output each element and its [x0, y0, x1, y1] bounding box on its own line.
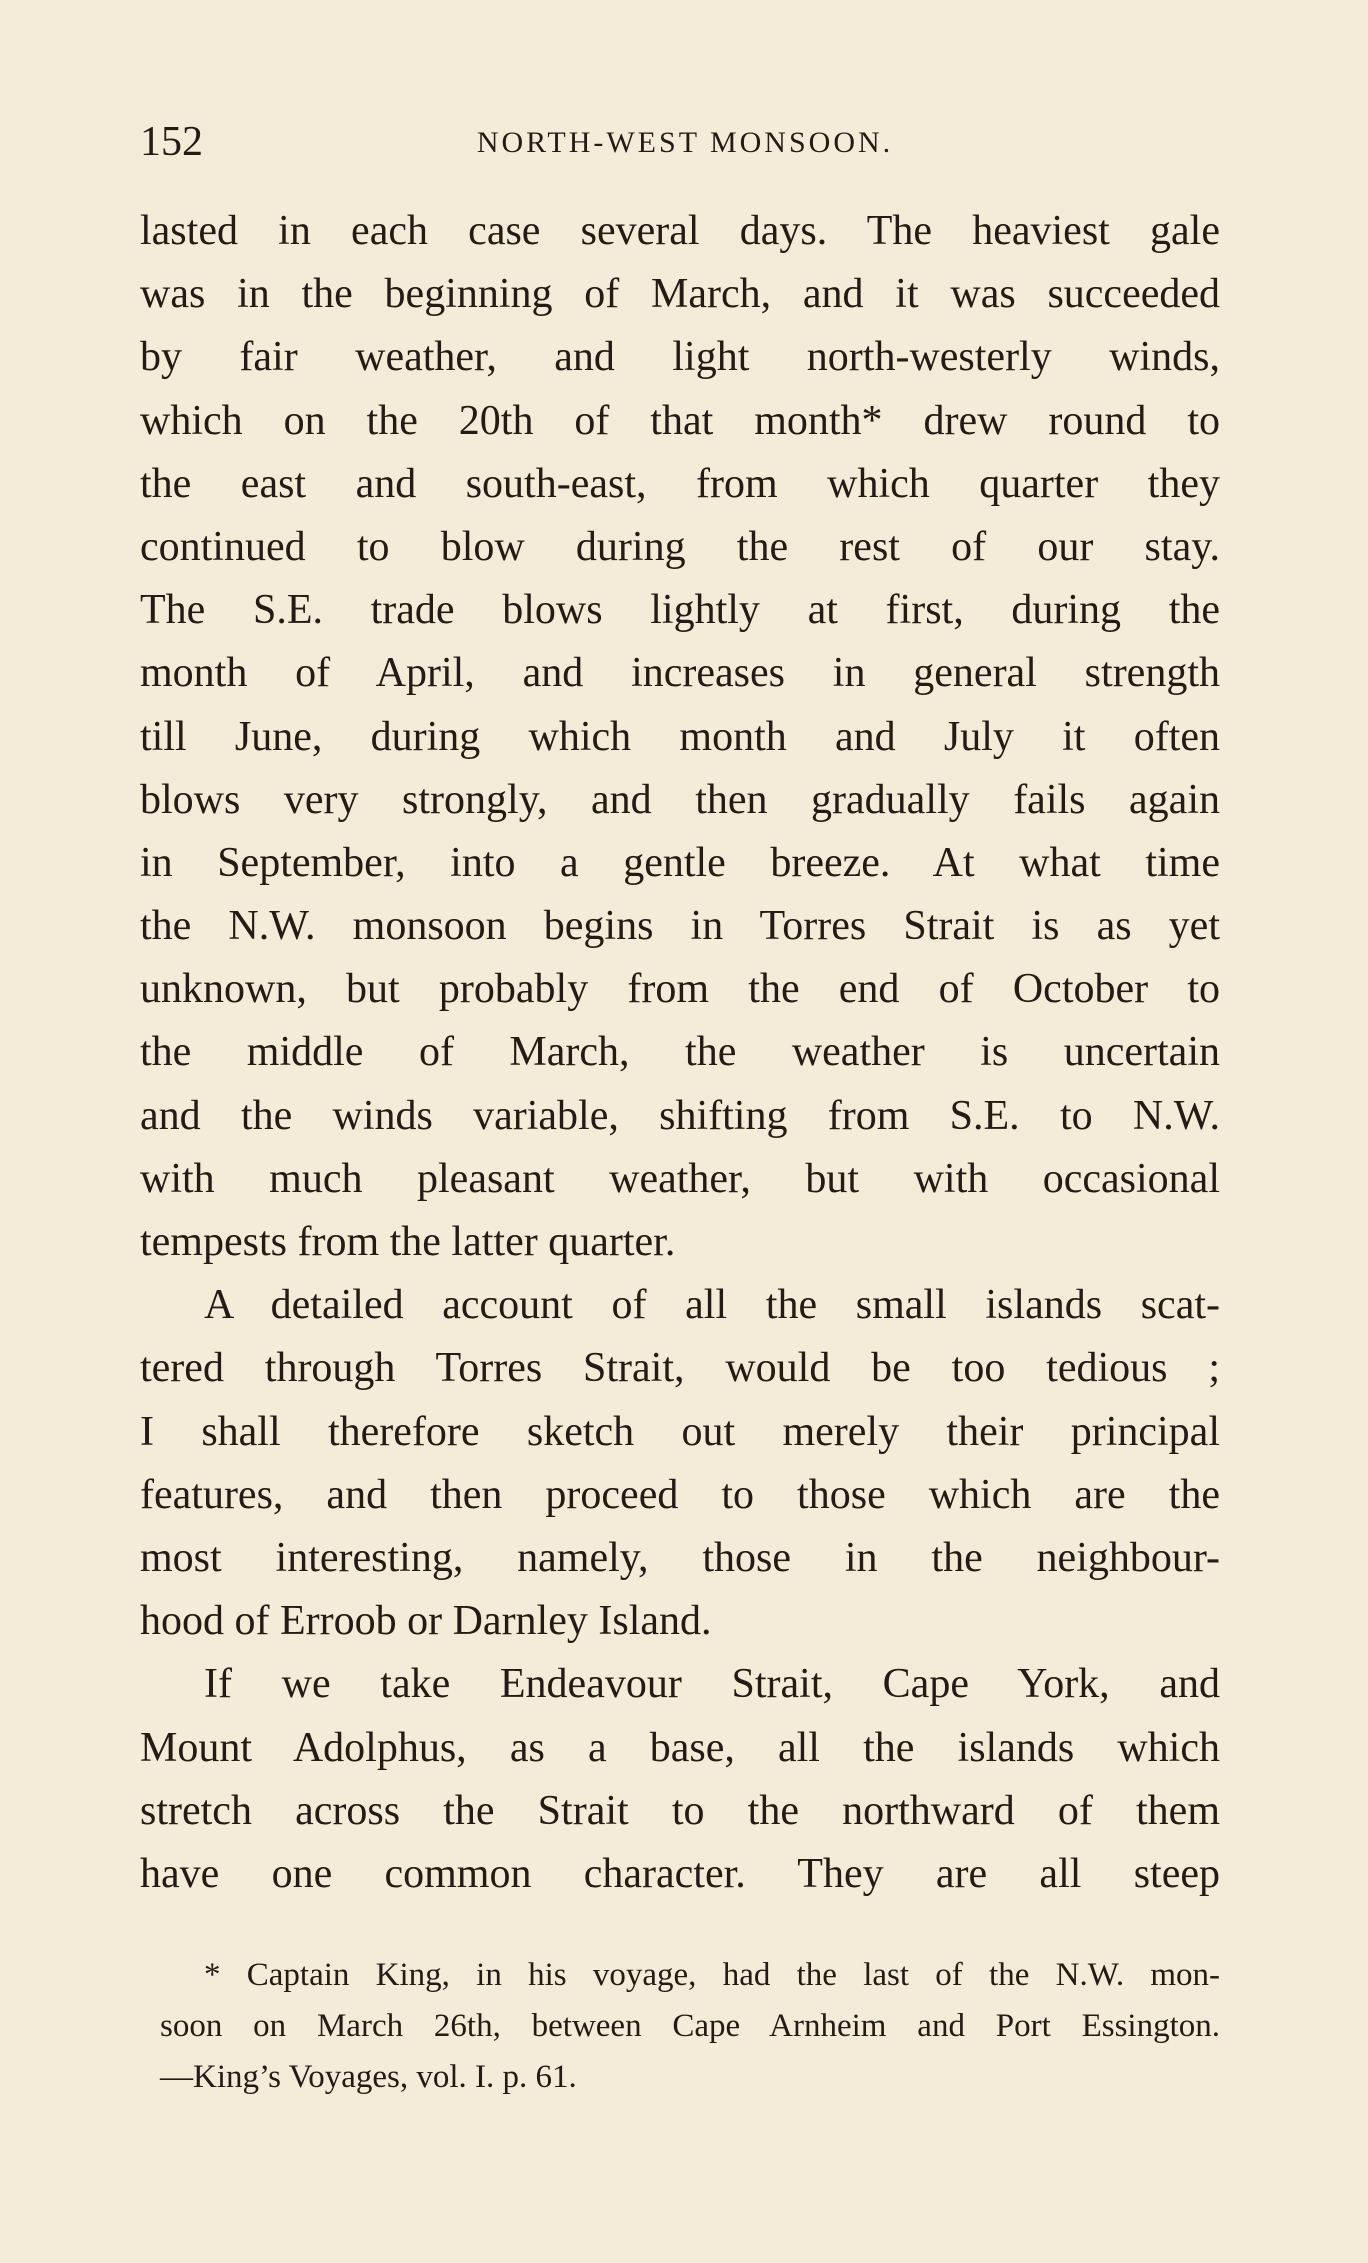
text-line: hood of Erroob or Darnley Island.	[140, 1598, 712, 1645]
text-line: the N.W. monsoon begins in Torres Strait is as yet	[140, 903, 1220, 950]
body-text	[140, 200, 1220, 1906]
text-line: was in the beginning of March, and it was succeeded	[140, 271, 1220, 318]
footnote	[160, 1950, 1220, 2103]
text-line: in September, into a gentle breeze. At what time	[140, 839, 1220, 886]
text-line: Mount Adolphus, as a base, all the islands which	[140, 1724, 1220, 1771]
text-line: by fair weather, and light north-westerly winds,	[140, 334, 1220, 381]
text-line: I shall therefore sketch out merely their principal	[140, 1408, 1220, 1455]
text-line: the middle of March, the weather is uncertain	[140, 1029, 1220, 1076]
text-line: which on the 20th of that month* drew round to	[140, 397, 1220, 444]
running-head: NORTH-WEST MONSOON.	[476, 126, 894, 159]
page-header	[140, 118, 1230, 168]
text-line: unknown, but probably from the end of October to	[140, 966, 1220, 1013]
text-line: A detailed account of all the small islands scat-	[204, 1282, 1220, 1329]
text-line: and the winds variable, shifting from S.E. to N.W.	[140, 1092, 1220, 1139]
footnote-line: soon on March 26th, between Cape Arnheim and Port Essington.	[160, 2008, 1220, 2044]
text-line: tered through Torres Strait, would be too tedious ;	[140, 1345, 1220, 1392]
text-line: blows very strongly, and then gradually fails again	[140, 776, 1220, 823]
page-number: 152	[140, 119, 203, 165]
text-line: month of April, and increases in general strength	[140, 650, 1220, 697]
text-line: lasted in each case several days. The heaviest gale	[140, 208, 1220, 254]
text-line: continued to blow during the rest of our stay.	[140, 523, 1220, 570]
footnote-line: —King’s Voyages, vol. I. p. 61.	[160, 2059, 577, 2095]
text-line: have one common character. They are all steep	[140, 1850, 1220, 1897]
text-line: stretch across the Strait to the northward of them	[140, 1787, 1220, 1834]
text-line: tempests from the latter quarter.	[140, 1219, 676, 1265]
text-line: most interesting, namely, those in the neighbour-	[140, 1534, 1220, 1581]
text-line: If we take Endeavour Strait, Cape York, and	[204, 1661, 1220, 1708]
text-line: till June, during which month and July it often	[140, 713, 1220, 760]
text-line: The S.E. trade blows lightly at first, during the	[140, 587, 1220, 634]
text-line: with much pleasant weather, but with occasional	[140, 1155, 1220, 1202]
text-line: the east and south-east, from which quarter they	[140, 460, 1220, 507]
footnote-line: * Captain King, in his voyage, had the last of the N.W. mon-	[204, 1957, 1220, 1993]
text-line: features, and then proceed to those which are the	[140, 1471, 1220, 1518]
